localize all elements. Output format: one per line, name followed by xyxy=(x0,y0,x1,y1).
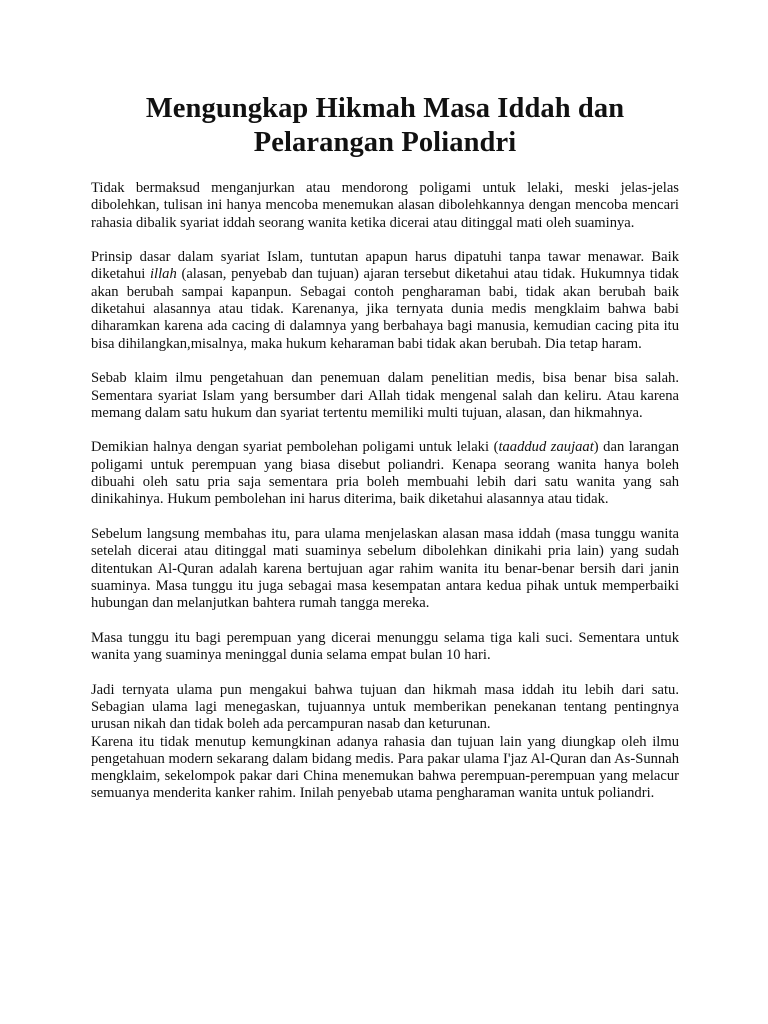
paragraph-2-text-b: (alasan, penyebab dan tujuan) ajaran tersebut diketahui atau tidak. Hukumnya tidak akan berubah sampai kapanpun. Sebagai contoh pengharaman babi, tidak akan berubah baik diketahui alasannya atau tidak. Karenanya, jika ternyata dunia medis mengklaim bahwa babi diharamkan karena ada cacing di dalamnya yang berbahaya bagi manusia, kemudian cacing pita itu bisa dihilangkan,misalnya, maka hukum keharaman babi tidak akan berubah. Dia tetap haram. xyxy=(91,266,679,352)
paragraph-1: Tidak bermaksud menganjurkan atau mendorong poligami untuk lelaki, meski jelas-jelas dibolehkan, tulisan ini hanya mencoba menemukan alasan dibolehkannya dengan mencoba mencari rahasia dibalik syariat iddah seorang wanita ketika dicerai atau ditinggal mati oleh suaminya. xyxy=(91,180,679,231)
paragraph-2 xyxy=(91,249,679,353)
paragraph-4-text-a: Demikian halnya dengan syariat pembolehan poligami untuk lelaki ( xyxy=(91,439,499,456)
paragraph-2-italic-term: illah xyxy=(150,266,177,283)
paragraph-4-italic-term: taaddud zaujaat xyxy=(498,439,594,456)
paragraph-6: Masa tunggu itu bagi perempuan yang dicerai menunggu selama tiga kali suci. Sementara untuk wanita yang suaminya meninggal dunia selama empat bulan 10 hari. xyxy=(91,629,679,664)
document-title xyxy=(91,92,679,160)
title-line-2: Pelarangan Poliandri xyxy=(253,127,517,158)
paragraph-4 xyxy=(91,439,679,508)
title-line-1: Mengungkap Hikmah Masa Iddah dan xyxy=(145,93,625,124)
paragraph-2-text-a: Prinsip dasar dalam syariat Islam, tuntutan apapun harus dipatuhi tanpa tawar menawar. Baik diketahui xyxy=(91,249,679,283)
paragraph-3: Sebab klaim ilmu pengetahuan dan penemuan dalam penelitian medis, bisa benar bisa salah. Sementara syariat Islam yang bersumber dari Allah tidak mengenal salah dan keliru. Atau karena memang dalam satu hukum dan syariat tertentu memiliki multi tujuan, alasan, dan hikmahnya. xyxy=(91,370,679,421)
paragraph-5: Sebelum langsung membahas itu, para ulama menjelaskan alasan masa iddah (masa tunggu wanita setelah dicerai atau ditinggal mati suaminya sebelum dibolehkan dinikahi pria lain) yang sudah ditentukan Al-Quran adalah karena bertujuan agar rahim wanita itu benar-benar bersih dari janin suaminya. Masa tunggu itu juga sebagai masa kesempatan antara kedua pihak untuk memperbaiki hubungan dan melanjutkan bahtera rumah tangga mereka. xyxy=(91,525,679,612)
paragraph-4-text-b: ) dan larangan poligami untuk perempuan yang biasa disebut poliandri. Kenapa seorang wanita hanya boleh dibuahi oleh satu pria saja sementara pria boleh membuahi lebih dari satu wanita yang sah dinikahinya. Hukum pembolehan ini harus diterima, baik diketahui alasannya atau tidak. xyxy=(91,439,680,508)
document-page xyxy=(91,92,679,803)
paragraph-7: Jadi ternyata ulama pun mengakui bahwa tujuan dan hikmah masa iddah itu lebih dari satu. Sebagian ulama lagi menegaskan, tujuannya untuk memberikan penekanan tentang pentingnya urusan nikah dan tidak boleh ada percampuran nasab dan keturunan. xyxy=(91,681,679,733)
paragraph-8: Karena itu tidak menutup kemungkinan adanya rahasia dan tujuan lain yang diungkap oleh ilmu pengetahuan modern sekarang dalam bidang medis. Para pakar ulama I'jaz Al-Quran dan As-Sunnah mengklaim, sekelompok pakar dari China menemukan bahwa perempuan-perempuan yang melacur semuanya menderita kanker rahim. Inilah penyebab utama pengharaman wanita untuk poliandri. xyxy=(91,733,679,802)
